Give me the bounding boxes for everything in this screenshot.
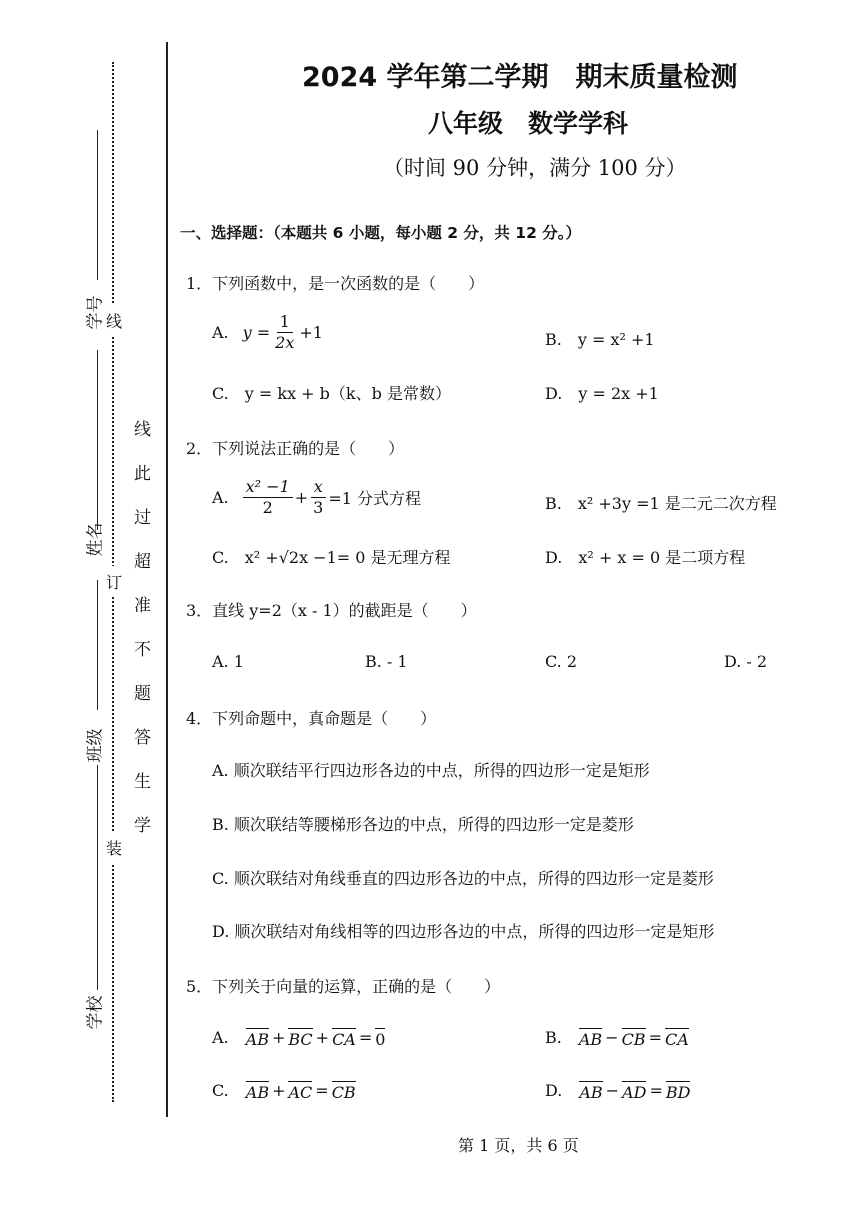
question-1-stem: 1．下列函数中，是一次函数的是（ ） (186, 274, 485, 293)
question-1-option-d: D. y = 2x +1 (545, 384, 659, 403)
question-5-option-b: B. AB − CB = CA (545, 1028, 689, 1049)
question-3-option-b: B. - 1 (365, 652, 408, 671)
notice-char: 生 (134, 772, 151, 792)
field-line-school (97, 765, 98, 990)
page-footer: 第 1 页，共 6 页 (458, 1136, 579, 1155)
question-2-option-a: A. $\frac{\text{x² −1}}{2}$ + $\frac{x}{3}$ =1 分式方程 (212, 477, 422, 517)
field-label-class: 班级 (85, 728, 106, 763)
notice-char: 过 (134, 508, 151, 528)
question-3-stem: 3．直线 y=2（x - 1）的截距是（ ） (186, 601, 477, 620)
question-2-stem: 2．下列说法正确的是（ ） (186, 439, 405, 458)
question-2-option-d: D. x² + x = 0 是二项方程 (545, 548, 746, 567)
question-3-option-d: D. - 2 (724, 652, 768, 671)
question-2-option-b: B. x² +3y =1 是二元二次方程 (545, 494, 777, 513)
question-5-option-c: C. AB + AC = CB (212, 1081, 356, 1102)
field-label-student-id: 学号 (85, 295, 106, 330)
fraction: $\frac{1}{2x}$ (275, 312, 295, 352)
notice-char: 题 (134, 684, 151, 704)
question-5-option-d: D. AB − AD = BD (545, 1081, 691, 1102)
binding-word-ding: 订 (106, 566, 122, 597)
binding-solid-line (166, 42, 168, 1117)
notice-char: 答 (134, 728, 151, 748)
question-3-option-a: A. 1 (212, 652, 244, 671)
fraction: $\frac{x}{3}$ (310, 477, 326, 518)
notice-char: 不 (134, 640, 151, 660)
question-4-option-b: B. 顺次联结等腰梯形各边的中点，所得的四边形一定是菱形 (212, 815, 634, 834)
exam-title: 2024 学年第二学期 期末质量检测 (302, 62, 738, 93)
question-4-option-a: A. 顺次联结平行四边形各边的中点，所得的四边形一定是矩形 (212, 761, 650, 780)
field-label-name: 姓名 (85, 522, 106, 557)
field-line-name (97, 350, 98, 530)
field-line-class (97, 580, 98, 710)
exam-subtitle: 八年级 数学学科 (428, 109, 629, 138)
notice-column (134, 408, 151, 848)
question-5-stem: 5．下列关于向量的运算，正确的是（ ） (186, 977, 501, 996)
fraction: $\frac{\text{x² −1}}{2}$ (243, 477, 293, 518)
question-1-option-c: C. y = kx + b（k、b 是常数） (212, 384, 451, 403)
notice-char: 准 (134, 596, 151, 616)
question-4-stem: 4．下列命题中，真命题是（ ） (186, 709, 437, 728)
section-heading: 一、选择题：（本题共 6 小题，每小题 2 分，共 12 分。） (180, 224, 582, 242)
field-label-school: 学校 (85, 995, 106, 1030)
notice-char: 线 (134, 420, 151, 440)
question-4-option-c: C. 顺次联结对角线垂直的四边形各边的中点，所得的四边形一定是菱形 (212, 869, 714, 888)
field-line-student-id (97, 130, 98, 280)
question-2-option-c: C. x² +√2x −1= 0 是无理方程 (212, 548, 451, 567)
notice-char: 学 (134, 816, 151, 836)
binding-word-xian: 线 (106, 305, 122, 336)
question-5-option-a: A. AB + BC + CA = 0 (212, 1028, 386, 1049)
question-1-option-a: A. y = $\frac{1}{2x}$ +1 (212, 312, 323, 352)
notice-char: 超 (134, 552, 151, 572)
exam-time-info: （时间 90 分钟，满分 100 分） (383, 156, 687, 180)
question-3-option-c: C. 2 (545, 652, 578, 671)
notice-char: 此 (134, 464, 151, 484)
binding-word-zhuang: 装 (106, 832, 122, 863)
question-4-option-d: D. 顺次联结对角线相等的四边形各边的中点，所得的四边形一定是矩形 (212, 922, 715, 941)
question-1-option-b: B. y = x² +1 (545, 330, 655, 349)
